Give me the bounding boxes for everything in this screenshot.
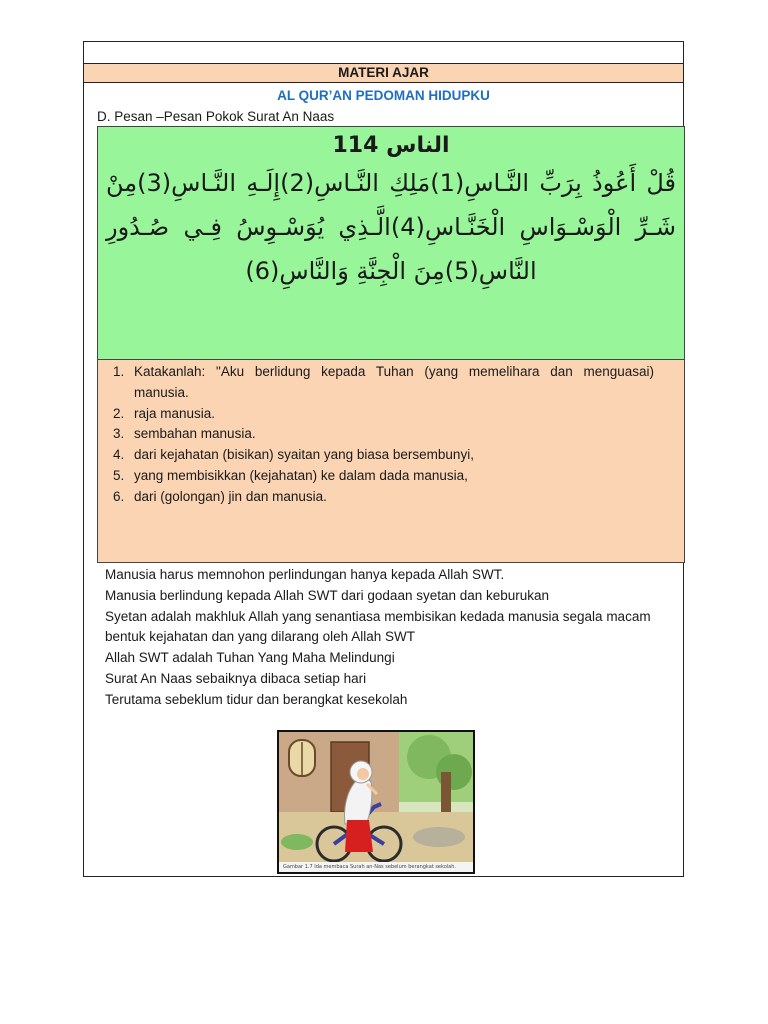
key-point: Terutama sebeklum tidur dan berangkat kesekolah (105, 691, 408, 707)
translation-item: 2. raja manusia. (128, 404, 654, 425)
key-point: Allah SWT adalah Tuhan Yang Maha Melindungi (105, 650, 395, 666)
section-heading: D. Pesan –Pesan Pokok Surat An Naas (97, 109, 335, 124)
surah-title: الناس 114 (332, 133, 450, 158)
translation-list (106, 362, 654, 508)
illustration-caption: Gambar 1.7 Ida membaca Surah an-Nas sebelum berangkat sekolah. (283, 864, 457, 870)
translation-item: 5. yang membisikkan (kejahatan) ke dalam dada manusia, (128, 466, 654, 487)
translation-item: 4. dari kejahatan (bisikan) syaitan yang biasa bersembunyi, (128, 445, 654, 466)
illustration-drawing (279, 732, 473, 872)
girl-on-bicycle-illustration (277, 730, 475, 874)
translation-item: 1. Katakanlah: "Aku berlidung kepada Tuhan (yang memelihara dan menguasai) manusia. (128, 362, 654, 404)
key-point: Manusia harus memnohon perlindungan hanya kepada Allah SWT. (105, 567, 505, 582)
key-point: Syetan adalah makhluk Allah yang senantiasa membisikan kedada manusia segala macam bentuk kejahatan dan yang dilarang oleh Allah SWT (105, 608, 651, 645)
key-point: Manusia berlindung kepada Allah SWT dari godaan syetan dan keburukan (105, 587, 550, 603)
document-frame (83, 41, 684, 877)
page-title: MATERI AJAR (84, 63, 683, 83)
key-point: Surat An Naas sebaiknya dibaca setiap hari (105, 670, 367, 686)
surah-verses: قُلْ أَعُوذُ بِرَبِّ النَّـاسِ(1)مَلِكِ النَّـاسِ(2)إِلَـهِ النَّـاسِ(3)مِنْ شَـرِّ الْوَسْـوَاسِ الْخَنَّـاسِ(4)الَّـذِي يُوَسْـوِسُ فِـي صُـدُورِ النَّاسِ(5)مِنَ الْجِنَّةِ وَالنَّاسِ(6) (106, 169, 676, 285)
translation-item: 3. sembahan manusia. (128, 424, 654, 445)
translation-item: 6. dari (golongan) jin dan manusia. (128, 487, 654, 508)
lesson-subtitle: AL QUR’AN PEDOMAN HIDUPKU (277, 88, 490, 103)
translation-box (97, 360, 685, 563)
key-points (105, 565, 665, 711)
arabic-text-box (97, 126, 685, 360)
